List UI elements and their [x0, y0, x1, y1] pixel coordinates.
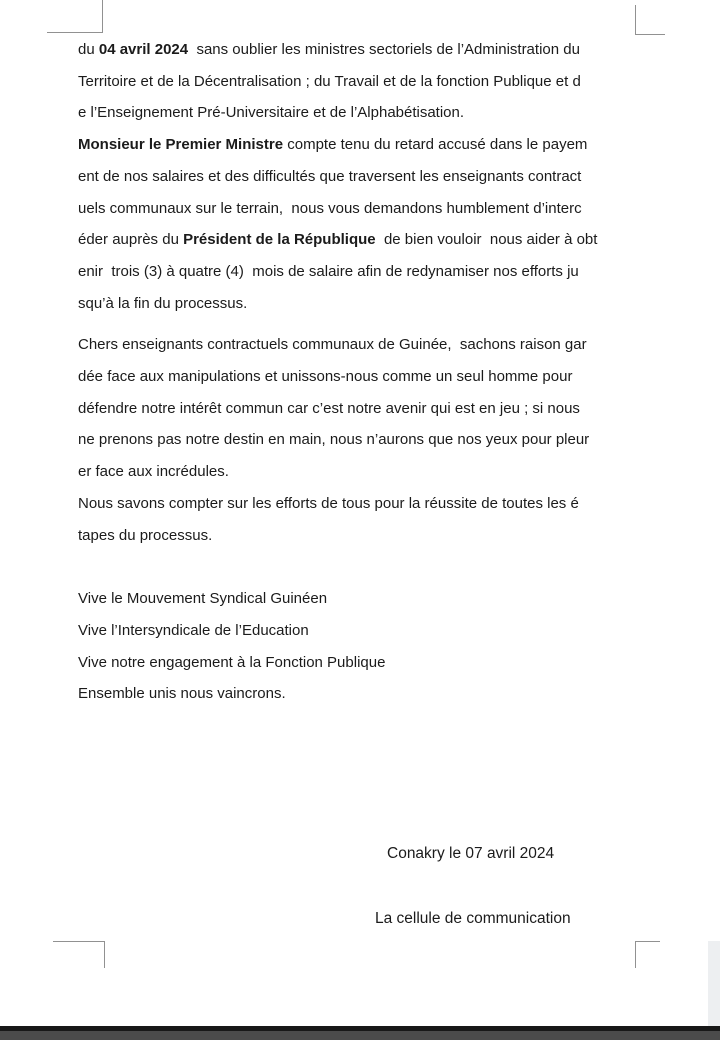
bottom-gray-strip — [0, 1031, 720, 1040]
doc-text: défendre notre intérêt commun car c’est notre avenir qui est en jeu ; si nous — [78, 399, 580, 417]
doc-line — [78, 161, 642, 193]
doc-text: Chers enseignants contractuels communaux de Guinée, sachons raison gar — [78, 336, 587, 354]
doc-text: ent de nos salaires et des difficultés que traversent les enseignants contract — [78, 167, 582, 185]
doc-text-bold: Monsieur le Premier Ministre — [78, 136, 284, 154]
doc-text: ne prenons pas notre destin en main, nous n’aurons que nos yeux pour pleur — [78, 431, 590, 449]
doc-text: Ensemble unis nous vaincrons. — [78, 685, 286, 703]
doc-text: de bien vouloir nous aider à obt — [375, 231, 598, 249]
doc-text: sans oublier les ministres sectoriels de l’Administration du — [188, 41, 580, 58]
doc-line — [78, 520, 642, 552]
crop-mark-bottom-left — [53, 941, 105, 968]
crop-mark-bottom-right — [635, 941, 660, 968]
crop-mark-top-left — [47, 0, 103, 33]
closing-date-place: Conakry le 07 avril 2024 — [387, 845, 555, 862]
doc-text: Vive le Mouvement Syndical Guinéen — [78, 590, 328, 608]
doc-line — [78, 647, 642, 679]
doc-text-bold: 04 avril 2024 — [98, 41, 189, 58]
doc-line — [78, 678, 642, 710]
crop-mark-top-right — [635, 5, 665, 35]
doc-text: Vive notre engagement à la Fonction Publique — [78, 653, 386, 671]
doc-line — [78, 129, 642, 161]
doc-text: Vive l’Intersyndicale de l’Education — [78, 621, 309, 639]
doc-line — [78, 583, 642, 615]
doc-line — [78, 288, 642, 320]
doc-text: éder auprès du — [78, 231, 184, 249]
doc-text: Nous savons compter sur les efforts de tous pour la réussite de toutes les é — [78, 494, 579, 512]
doc-text: du — [78, 41, 99, 58]
closing-signature: La cellule de communication — [375, 910, 571, 927]
doc-line — [78, 329, 642, 361]
paragraph — [78, 129, 642, 319]
doc-line — [78, 34, 642, 66]
doc-line — [78, 256, 642, 288]
paragraph — [78, 488, 642, 551]
doc-text: dée face aux manipulations et unissons-nous comme un seul homme pour — [78, 368, 573, 386]
doc-text: e l’Enseignement Pré-Universitaire et de l’Alphabétisation. — [78, 104, 465, 122]
doc-line — [78, 97, 642, 129]
doc-text-bold: Président de la République — [183, 231, 376, 249]
doc-line — [78, 193, 642, 225]
page-right-edge-artifact — [708, 941, 720, 1026]
doc-line — [78, 361, 642, 393]
paragraph — [78, 583, 642, 710]
paragraph — [78, 329, 642, 488]
paragraph — [78, 34, 642, 129]
doc-line — [78, 488, 642, 520]
doc-line — [78, 393, 642, 425]
doc-line — [78, 456, 642, 488]
doc-text: uels communaux sur le terrain, nous vous demandons humblement d’interc — [78, 199, 582, 217]
doc-line — [78, 224, 642, 256]
doc-text: squ’à la fin du processus. — [78, 294, 248, 312]
doc-line — [78, 66, 642, 98]
doc-text: Territoire et de la Décentralisation ; du Travail et de la fonction Publique et d — [78, 72, 581, 90]
doc-text: compte tenu du retard accusé dans le payem — [283, 136, 588, 154]
doc-text: tapes du processus. — [78, 526, 213, 544]
document-body — [78, 34, 642, 710]
doc-text: er face aux incrédules. — [78, 463, 229, 481]
doc-line — [78, 615, 642, 647]
doc-line — [78, 424, 642, 456]
doc-text: enir trois (3) à quatre (4) mois de salaire afin de redynamiser nos efforts ju — [78, 262, 579, 280]
